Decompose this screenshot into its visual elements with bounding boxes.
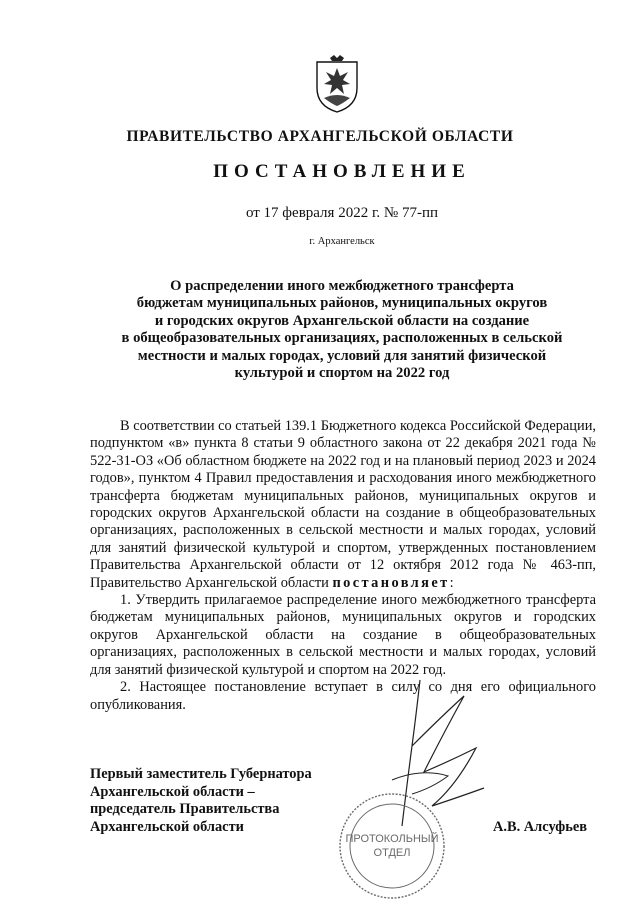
round-stamp	[336, 790, 448, 902]
stamp-center-text-line1: ПРОТОКОЛЬНЫЙ	[345, 833, 439, 845]
subject-line: бюджетам муниципальных районов, муниципальных округов	[136, 295, 548, 312]
coat-of-arms-emblem	[312, 54, 362, 114]
preamble-text: В соответствии со статьей 139.1 Бюджетного кодекса Российской Федерации, подпунктом «в» пункта 8 статьи 9 областного закона от 22 декабря 2021 года № 522-31-ОЗ «Об областном бюджете на 2022 год и на плановый период 2023 и 2024 годов», пунктом 4 Правил предоставления и расходования иного межбюджетного трансферта бюджетам муниципальных районов, муниципальных округов и городских округов Архангельской области на создание в общеобразовательных организациях, расположенных в сельской местности и малых городах, условий для занятий физической культурой и спортом, утвержденных постановлением Правительства Архангельской области от 12 октября 2012 года № 463-пп, Правительство Архангельской области	[90, 418, 596, 591]
signer-position-line: Архангельской области –	[90, 783, 255, 800]
preamble-paragraph	[90, 418, 596, 592]
document-type: ПОСТАНОВЛЕНИЕ	[213, 161, 471, 182]
signer-position-line: Первый заместитель Губернатора	[90, 766, 312, 782]
government-title: ПРАВИТЕЛЬСТВО АРХАНГЕЛЬСКОЙ ОБЛАСТИ	[126, 128, 514, 145]
stamp-center-text-line2: ОТДЕЛ	[373, 847, 411, 859]
signer-position-line: Архангельской области	[90, 818, 244, 835]
subject-line: и городских округов Архангельской области на создание	[154, 312, 530, 329]
preamble-colon: :	[449, 574, 454, 591]
document-city: г. Архангельск	[309, 236, 375, 247]
subject-line: культурой и спортом на 2022 год	[234, 365, 450, 382]
resolution-keyword: постановляет	[332, 574, 450, 591]
subject-line: местности и малых городах, условий для занятий физической	[137, 347, 547, 364]
signer-name: А.В. Алсуфьев	[493, 819, 588, 835]
clause-2-paragraph: 2. Настоящее постановление вступает в силу со дня его официального опубликования.	[90, 679, 596, 713]
clause-1-paragraph: 1. Утвердить прилагаемое распределение иного межбюджетного трансферта бюджетам муниципальных районов, муниципальных округов и городских округов Архангельской области на создание в общеобразовательных организациях, расположенных в сельской местности и малых городах, условий для занятий физической культурой и спортом на 2022 год.	[90, 592, 596, 678]
subject-line: в общеобразовательных организациях, расположенных в сельской	[121, 330, 563, 347]
document-subject	[90, 278, 594, 382]
document-body	[90, 418, 596, 714]
signer-position	[90, 766, 370, 836]
signer-position-line: председатель Правительства	[90, 801, 280, 818]
document-date-number: от 17 февраля 2022 г. № 77-пп	[245, 205, 439, 221]
subject-line: О распределении иного межбюджетного трансферта	[170, 278, 514, 294]
